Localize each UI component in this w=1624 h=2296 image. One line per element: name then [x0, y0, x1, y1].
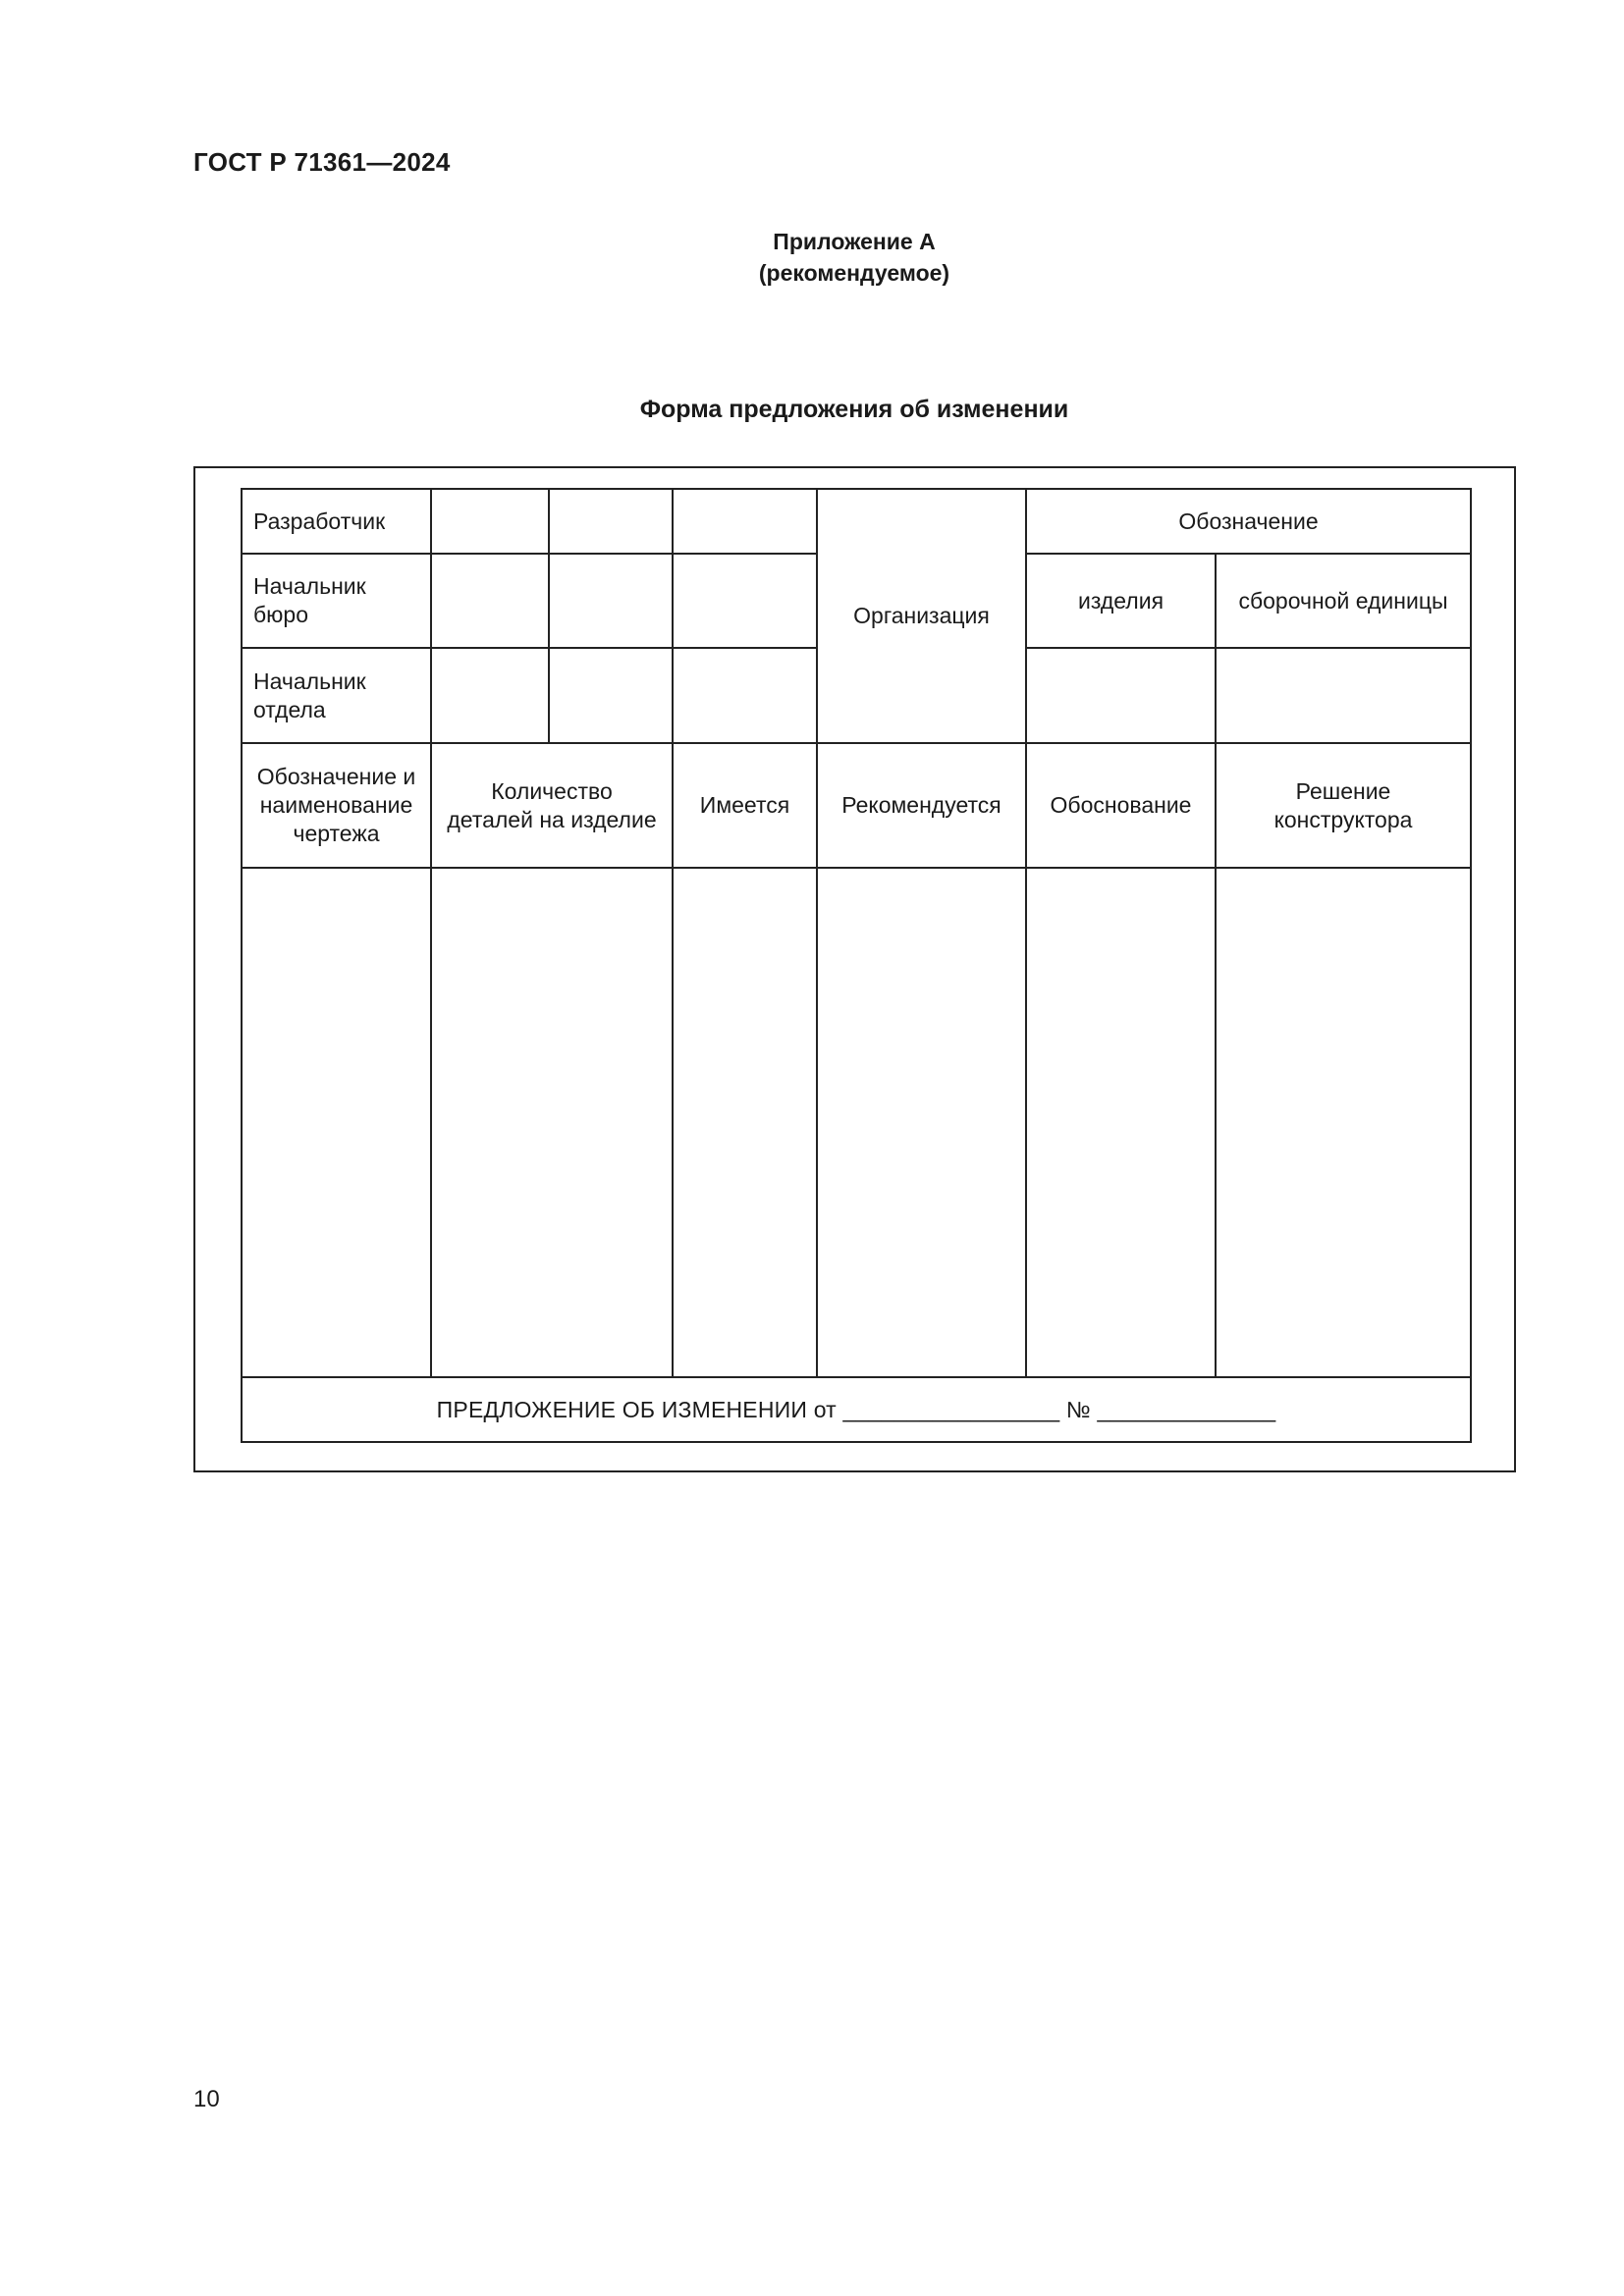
proposal-number-label: № — [1065, 1396, 1091, 1422]
column-header-existing: Имеется — [673, 743, 817, 868]
organization-label: Организация — [817, 489, 1026, 743]
body-cell-recommended — [817, 868, 1026, 1377]
column-header-drawing-text: Обозначение и наименование чертежа — [256, 764, 416, 846]
bureau-chief-date-cell — [673, 554, 817, 648]
column-header-recommended: Рекомендуется — [817, 743, 1026, 868]
column-header-justification: Обоснование — [1026, 743, 1216, 868]
developer-name-cell — [431, 489, 549, 554]
proposal-footer — [242, 1377, 1471, 1442]
proposal-date-blank: _________________ — [842, 1396, 1060, 1422]
body-cell-existing — [673, 868, 817, 1377]
department-chief-date-cell — [673, 648, 817, 743]
designation-header: Обозначение — [1026, 489, 1471, 554]
appendix-heading — [0, 226, 1624, 289]
developer-label: Разработчик — [242, 489, 431, 554]
body-cell-drawing — [242, 868, 431, 1377]
column-header-drawing — [242, 743, 431, 868]
appendix-status: (рекомендуемое) — [758, 260, 950, 286]
designation-product-label: изделия — [1026, 554, 1216, 648]
department-chief-label — [242, 648, 431, 743]
proposal-label: ПРЕДЛОЖЕНИЕ ОБ ИЗМЕНЕНИИ от — [436, 1396, 837, 1422]
column-header-quantity-text: Количество деталей на изделие — [447, 777, 657, 832]
designation-assembly-label: сборочной единицы — [1216, 554, 1471, 648]
body-cell-quantity — [431, 868, 673, 1377]
document-code: ГОСТ Р 71361—2024 — [193, 147, 451, 177]
column-header-quantity — [431, 743, 673, 868]
department-chief-signature-cell — [549, 648, 673, 743]
bureau-chief-name-cell — [431, 554, 549, 648]
form-title: Форма предложения об изменении — [639, 396, 1069, 423]
department-chief-text: Начальник отдела — [253, 667, 366, 722]
column-header-designer-decision-text: Решение конструктора — [1273, 777, 1413, 832]
designation-product-value — [1026, 648, 1216, 743]
developer-date-cell — [673, 489, 817, 554]
body-cell-designer-decision — [1216, 868, 1471, 1377]
bureau-chief-signature-cell — [549, 554, 673, 648]
developer-signature-cell — [549, 489, 673, 554]
designation-assembly-value — [1216, 648, 1471, 743]
bureau-chief-label — [242, 554, 431, 648]
department-chief-name-cell — [431, 648, 549, 743]
bureau-chief-text: Начальник бюро — [253, 573, 366, 627]
column-header-designer-decision — [1216, 743, 1471, 868]
proposal-number-blank: ______________ — [1097, 1396, 1276, 1422]
appendix-title: Приложение А — [773, 229, 936, 254]
page-number: 10 — [193, 2086, 220, 2112]
body-cell-justification — [1026, 868, 1216, 1377]
change-proposal-form — [241, 488, 1472, 1443]
